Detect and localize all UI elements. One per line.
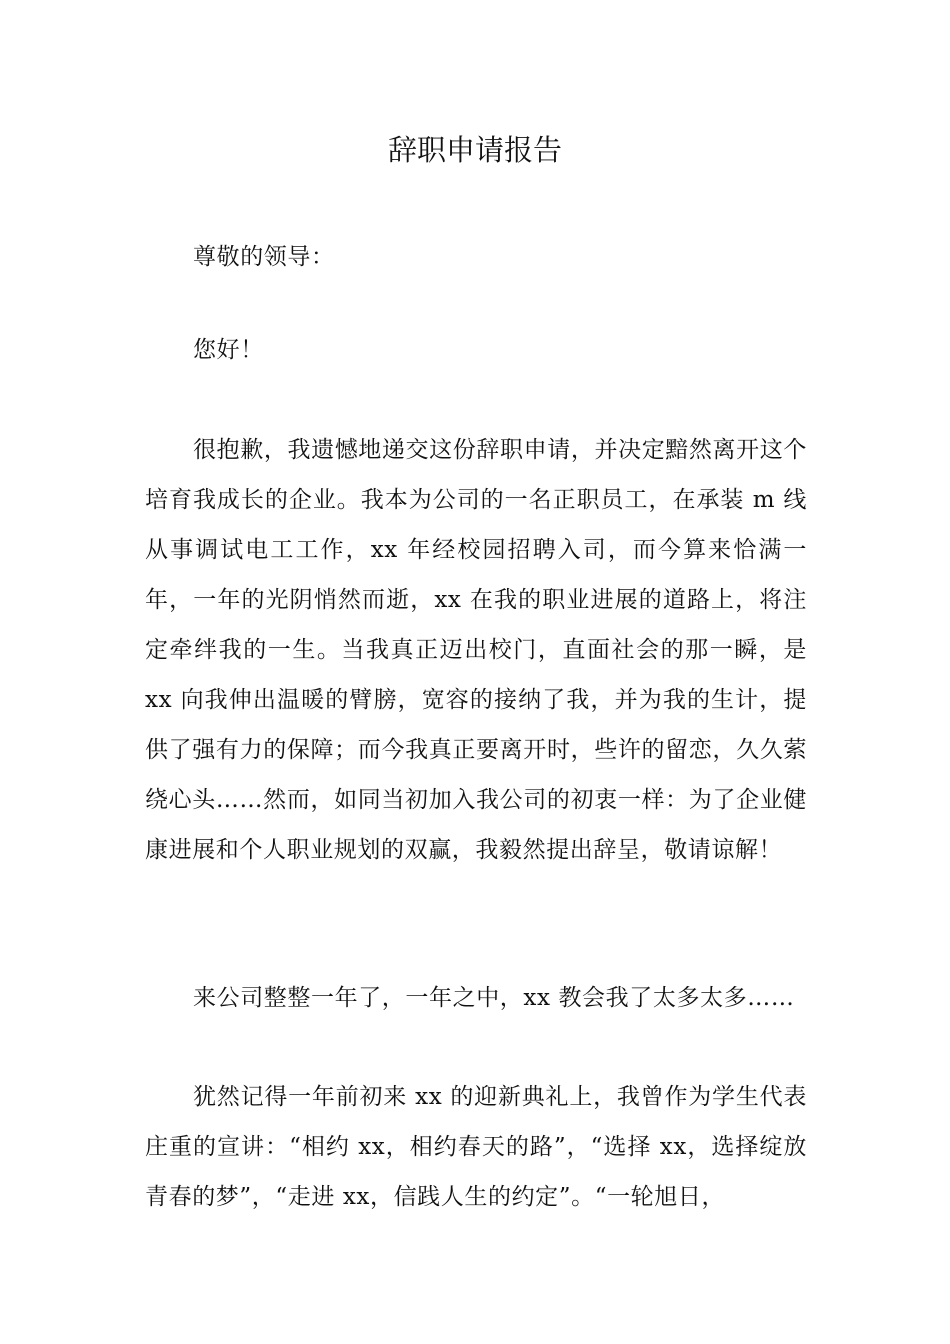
greeting: 您好！ [193, 337, 264, 363]
body-paragraph: 犹然记得一年前初来 xx 的迎新典礼上，我曾作为学生代表庄重的宣讲：“相约 xx，相约春天的路”，“选择 xx，选择绽放青春的梦”，“走进 xx，信践人生的约定”。“一轮旭日， [145, 1084, 807, 1210]
body-paragraph: 很抱歉，我遗憾地递交这份辞职申请，并决定黯然离开这个培育我成长的企业。我本为公司的一名正职员工，在承装 m 线从事调试电工工作，xx 年经校园招聘入司，而今算来恰满一年，一年的光阴悄然而逝，xx 在我的职业进展的道路上，将注定牵绊我的一生。当我真正迈出校门，直面社会的那一瞬，是 xx 向我伸出温暖的臂膀，宽容的接纳了我，并为我的生计，提供了强有力的保障；而今我真正要离开时，些许的留恋，久久萦绕心头……然而，如同当初加入我公司的初衷一样：为了企业健康进展和个人职业规划的双赢，我毅然提出辞呈，敬请谅解！ [145, 437, 807, 863]
body-paragraph: 来公司整整一年了，一年之中，xx 教会我了太多太多…… [193, 985, 795, 1011]
document-title: 辞职申请报告 [387, 133, 562, 167]
salutation: 尊敬的领导： [193, 244, 335, 270]
